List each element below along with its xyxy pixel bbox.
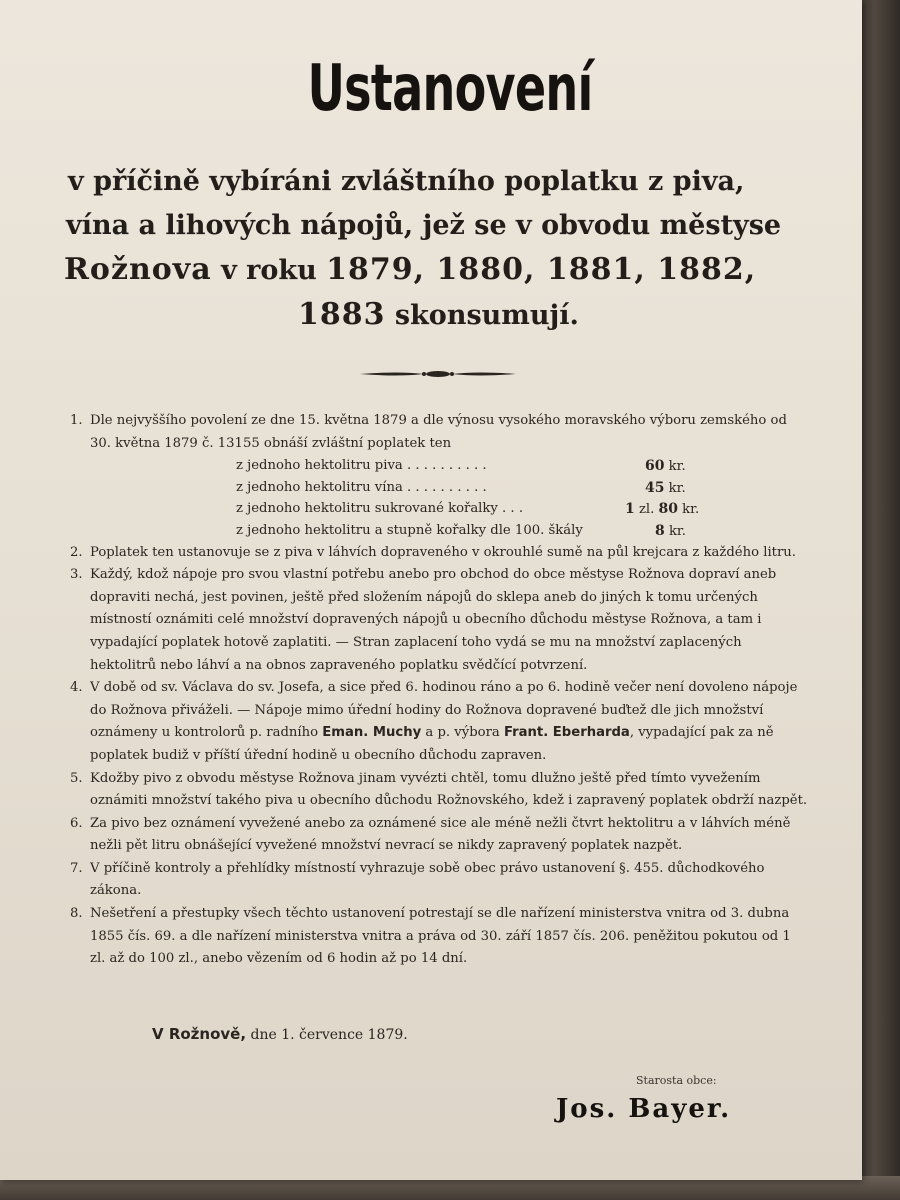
regulation-item-5 xyxy=(64,768,808,813)
regulation-item-7 xyxy=(64,858,808,903)
regulation-item-4 xyxy=(64,677,808,767)
subtitle-consumed: skonsumují. xyxy=(385,300,579,331)
subtitle-line-2: vína a lihových nápojů, jež se v obvodu městyse xyxy=(66,210,782,241)
item-number: 6. xyxy=(70,815,83,831)
fee-zl: 1 xyxy=(625,501,635,518)
issue-place: V Rožnově, xyxy=(152,1025,247,1043)
item-number: 7. xyxy=(70,860,83,876)
fee-item: z jednoho hektolitru sukrované kořalky xyxy=(236,501,498,517)
fee-unit: kr. xyxy=(677,502,700,518)
item-text-a: V době od sv. Václava do sv. Josefa, a sice před 6. hodinou ráno a po 6. hodině večer není dovoleno nápoje do Rožnova přiváželi. — Nápoje mimo úřední hodiny do Rožnova dopravené buďtež dle jich množství oznámeny u kontrolorů p. radního xyxy=(90,680,798,741)
fee-kr: 80 xyxy=(658,501,678,518)
fee-row-beer xyxy=(90,455,808,477)
item-text: Nešetření a přestupky všech těchto ustanovení potrestají se dle nařízení ministerstva vnitra od 3. dubna 1855 čís. 69. a dle nařízení ministerstva vnitra a práva od 30. září 1857 čís. 206. peněžitou pokutou od 1 zl. až do 100 zl., anebo vězením od 6 hodin až po 14 dní. xyxy=(90,906,791,967)
subtitle-line-1: v příčině vybíráni zvláštního poplatku z piva, xyxy=(68,166,745,197)
item-text: Dle nejvyššího povolení ze dne 15. května 1879 a dle výnosu vysokého moravského výboru zemského od 30. května 1879 č. 13155 obnáší zvláštní poplatek ten xyxy=(90,413,787,451)
fee-unit: kr. xyxy=(664,523,686,539)
fee-row-wine xyxy=(90,477,808,499)
fee-row-sweetened-spirits xyxy=(90,498,808,520)
item-number: 8. xyxy=(70,906,83,922)
subtitle-years: 1879, 1880, 1881, 1882, xyxy=(326,252,757,287)
subtitle-in-year: v roku xyxy=(211,255,327,286)
regulation-item-3 xyxy=(64,564,808,677)
fee-item: z jednoho hektolitru piva xyxy=(236,458,403,474)
wall-background-right xyxy=(858,0,900,1200)
mayor-name: Jos. Bayer. xyxy=(556,1094,732,1124)
town-name: Rožnova xyxy=(64,252,212,287)
item-number: 5. xyxy=(70,770,83,786)
controller-name-eberhard: Frant. Eberharda xyxy=(503,725,630,741)
fee-dots: . . . . . . . . . . xyxy=(407,479,487,495)
item-text: Každý, kdož nápoje pro svou vlastní potřebu anebo pro obchod do obce městyse Rožnova dopraví aneb dopraviti nechá, jest povinen, ještě před složením nápojů do sklepa aneb do jiných k tomu určených místností oznámiti celé množství dopravených nápojů u obecního důchodu městyse Rožnova, a tam i vypadající poplatek hotově zaplatiti. — Stran zaplacení toho vydá se mu na množství zaplacených hektolitrů nebo láhví a na obnos zapraveného poplatku svědčící potvrzení. xyxy=(90,567,777,673)
item-number: 1. xyxy=(70,413,83,428)
item-text: Za pivo bez oznámení vyvežené anebo za oznámené sice ale méně nežli čtvrt hektolitru a v láhvích méně nežli pět litru obnášející vyvežené množství nevrací se nikdy zapravený poplatek nazpět. xyxy=(90,815,791,854)
item-number: 4. xyxy=(70,680,83,696)
item-text: Kdožby pivo z obvodu městyse Rožnova jinam vyvézti chtěl, tomu dlužno ještě před tímto vyvežením oznámiti množství takého piva u obecního důchodu Rožnovského, kdež i zapravený poplatek obdrží nazpět. xyxy=(90,770,808,809)
item-text: V příčině kontroly a přehlídky místností vyhrazuje sobě obec právo ustanovení §. 455. důchodkového zákona. xyxy=(90,860,765,899)
fee-kr: 45 xyxy=(645,479,665,496)
controller-name-mucha: Eman. Muchy xyxy=(322,725,422,741)
regulation-item-2 xyxy=(64,542,808,565)
mayor-label: Starosta obce: xyxy=(636,1074,717,1087)
subtitle-line-3 xyxy=(60,248,820,293)
fee-kr: 60 xyxy=(645,458,665,475)
item-number: 2. xyxy=(70,544,83,560)
item-text-b: a p. výbora xyxy=(421,725,504,741)
regulation-item-8 xyxy=(64,903,808,971)
fee-kr: 8 xyxy=(655,522,665,539)
fee-price: 1 zl. 80 kr. xyxy=(625,501,700,518)
fee-unit: kr. xyxy=(664,480,686,496)
fee-price xyxy=(655,520,686,544)
fee-unit: kr. xyxy=(664,459,686,475)
regulation-item-1 xyxy=(64,410,808,542)
fee-price xyxy=(645,455,686,479)
regulation-body xyxy=(64,410,808,971)
fee-item: z jednoho hektolitru a stupně kořalky dle 100. škály xyxy=(236,522,583,538)
poster-subtitle xyxy=(60,160,820,338)
regulation-item-6 xyxy=(64,813,808,858)
item-text: Poplatek ten ustanovuje se z piva v láhvích dopraveného v okrouhlé sumě na půl krejcara z každého litru. xyxy=(90,544,796,560)
fee-price xyxy=(645,477,686,501)
fee-dots: . . . . . . . . . . xyxy=(406,458,487,474)
issue-date: dne 1. července 1879. xyxy=(246,1027,408,1043)
decorative-rule-ornament-icon xyxy=(358,368,518,380)
subtitle-line-4 xyxy=(60,293,820,338)
poster-title: Ustanovení xyxy=(307,52,593,126)
fee-table xyxy=(90,455,808,541)
fee-row-spirits-degree xyxy=(90,520,808,542)
fee-item: z jednoho hektolitru vína xyxy=(236,479,403,495)
item-number: 3. xyxy=(70,567,83,583)
subtitle-year-1883: 1883 xyxy=(298,297,386,332)
fee-dots: . . . xyxy=(502,501,524,517)
item-text-c: , vypadající pak za ně poplatek budiž v příští úřední hodině u obecního důchodu zapraven. xyxy=(90,725,774,763)
issue-date-line xyxy=(152,1025,408,1043)
